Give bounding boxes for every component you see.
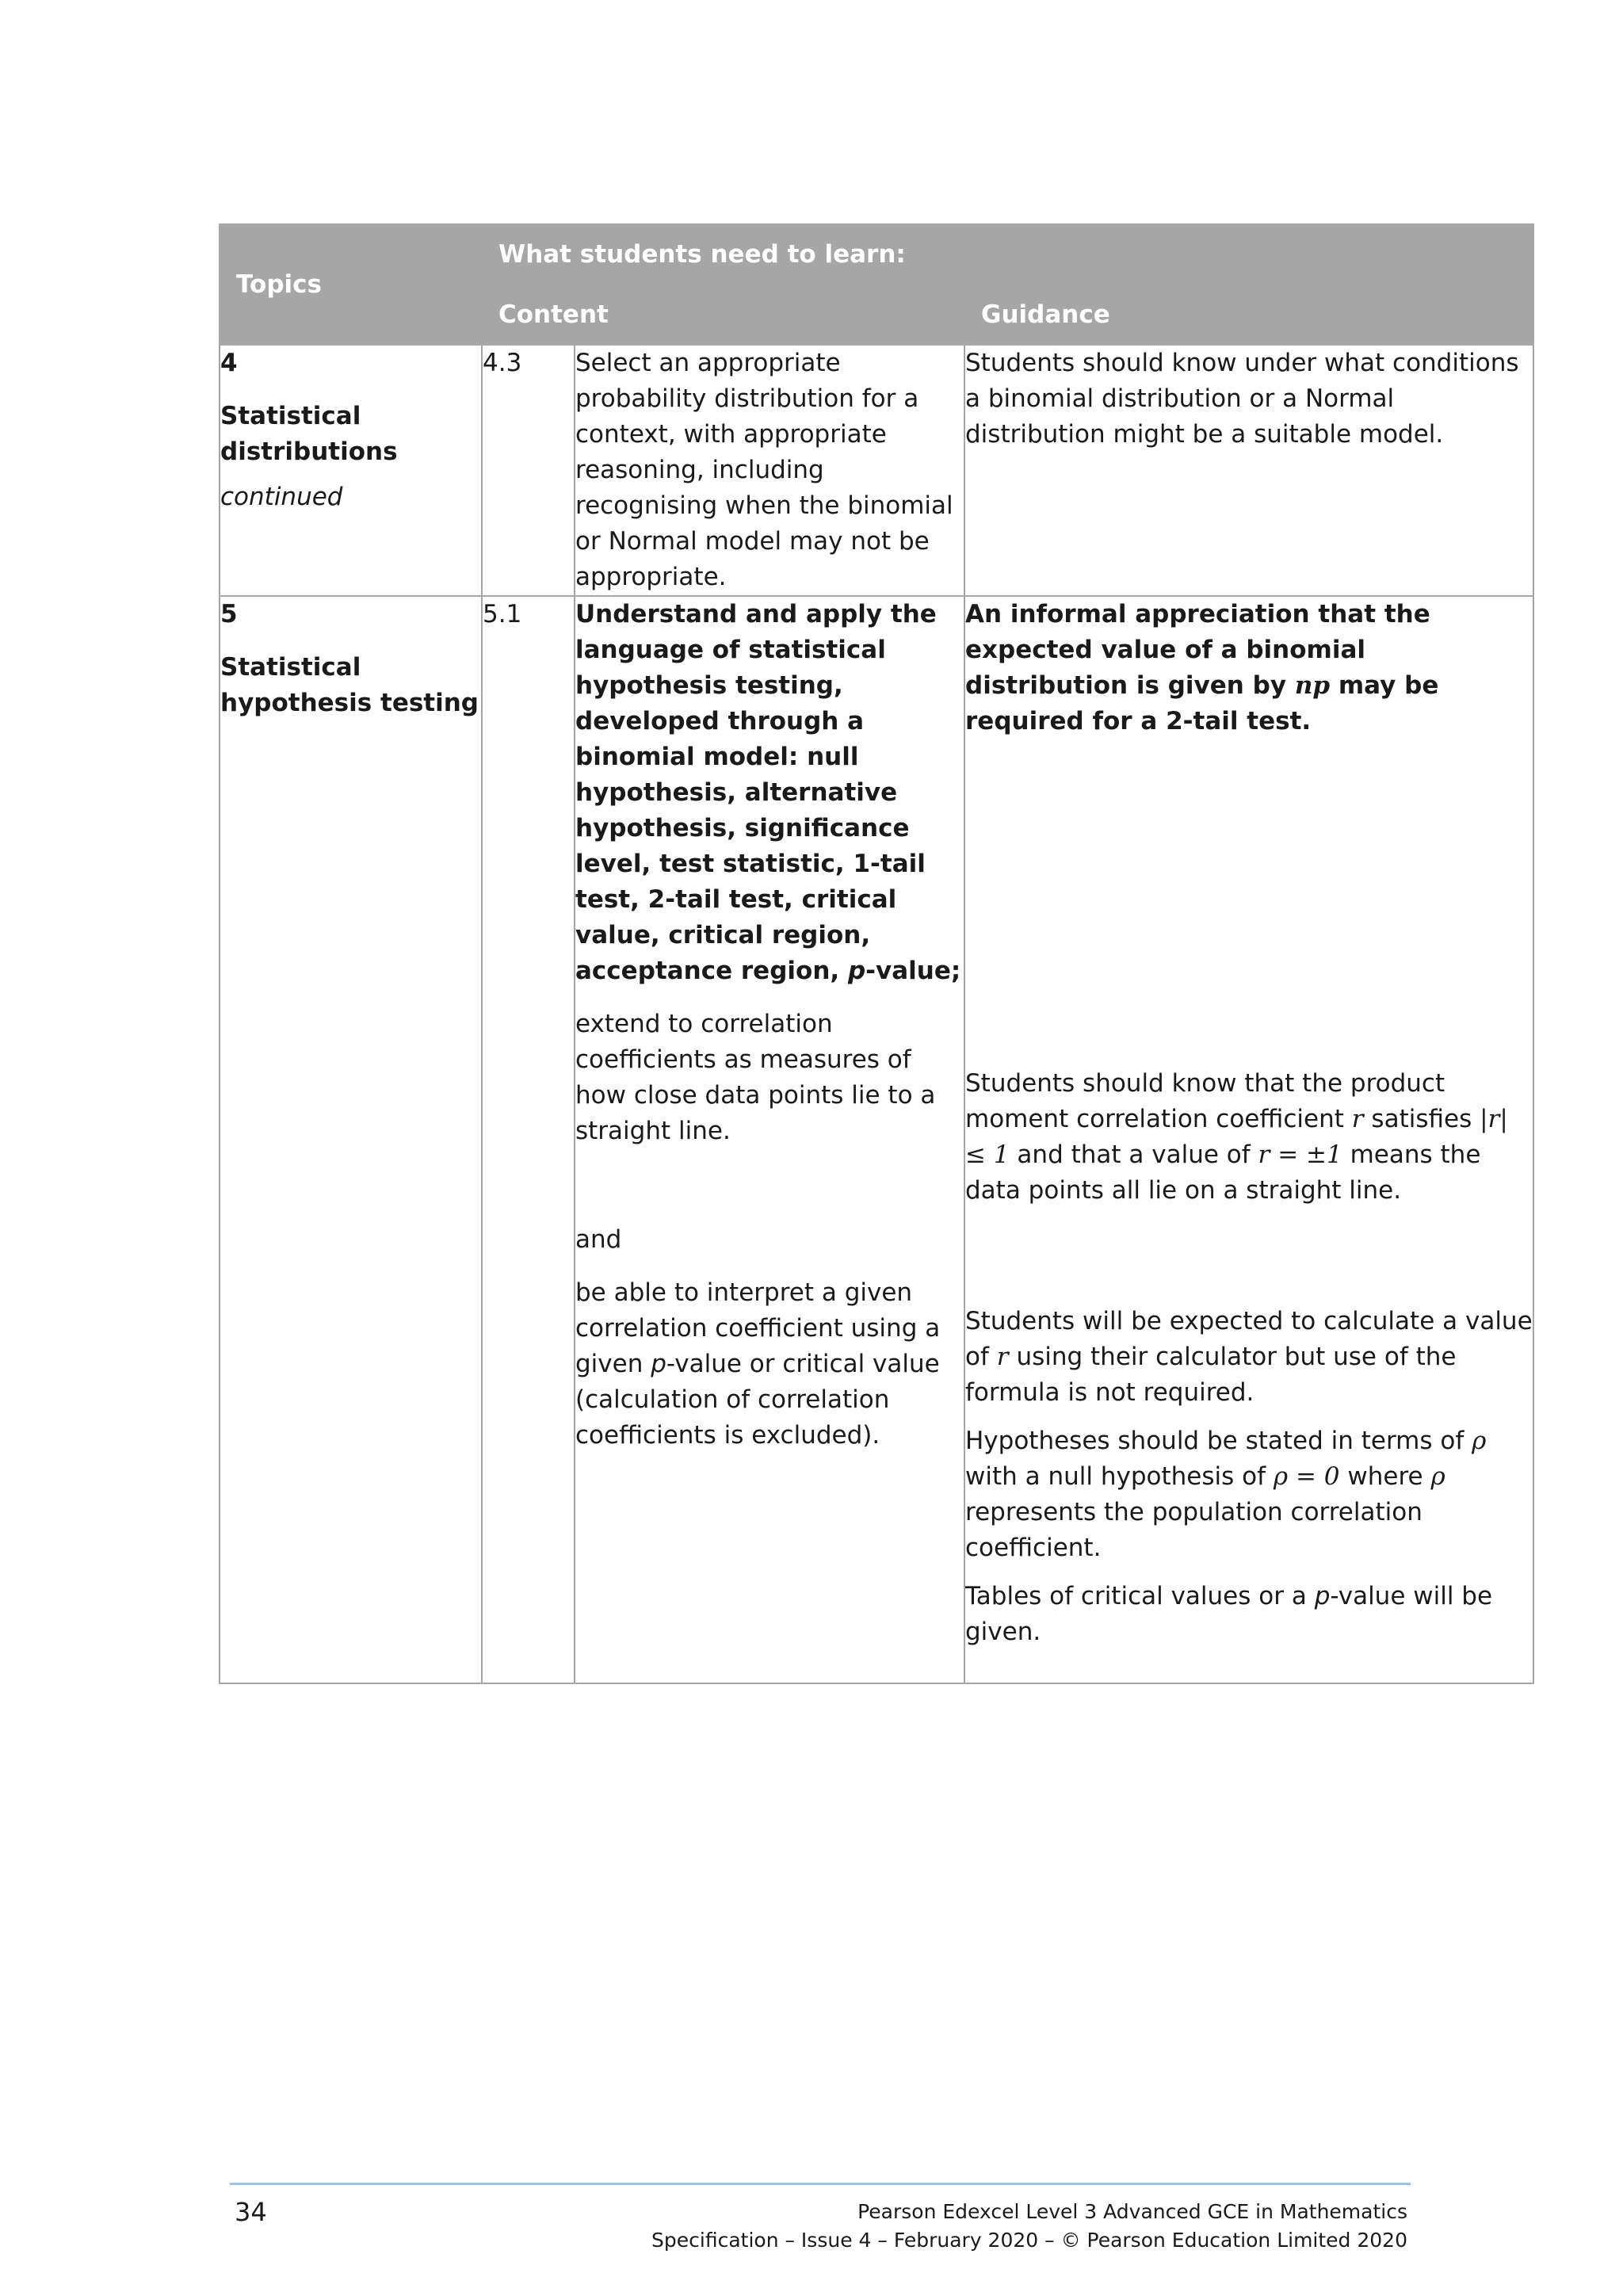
page-number: 34 (235, 2197, 267, 2227)
topic-cell-4 (220, 345, 482, 596)
header-topics: Topics (220, 224, 482, 345)
guidance-tables: Tables of critical values or a p-value will be given. (965, 1582, 1493, 1646)
guidance-cell (964, 345, 1533, 596)
specification-table (219, 223, 1534, 1684)
guidance-calc: Students will be expected to calculate a value of r using their calculator but use of the formula is not required. (965, 1307, 1533, 1407)
guidance-hypotheses: Hypotheses should be stated in terms of ρ with a null hypothesis of ρ = 0 where ρ represents the population correlation coefficient. (965, 1427, 1487, 1562)
content-code: 5.1 (483, 600, 522, 628)
content-cell (575, 345, 964, 596)
footer-title: Pearson Edexcel Level 3 Advanced GCE in Mathematics (857, 2200, 1407, 2223)
content-code-cell (482, 345, 575, 596)
table-row-topic-5 (220, 596, 1533, 1683)
content-code-cell (482, 596, 575, 1683)
header-content: Content (482, 285, 964, 345)
content-and: and (575, 1225, 622, 1254)
content-cell (575, 596, 964, 1683)
header-what-students-need-to-learn: What students need to learn: (482, 224, 1533, 285)
guidance-cell (964, 596, 1533, 1683)
guidance-text: Students should know under what conditions a binomial distribution or a Normal distribution might be a suitable model. (965, 349, 1519, 449)
topic-number: 4 (220, 349, 238, 377)
topic-note: continued (220, 483, 343, 511)
table-row-topic-4 (220, 345, 1533, 596)
topic-title: Statistical hypothesis testing (220, 653, 479, 717)
content-bold-text: Understand and apply the language of statistical hypothesis testing, developed through a binomial model: null hypothesis, alternative hypothesis, significance level, test statistic, 1-tail test, 2-tail test, critical value, critical region, acceptance region, (575, 600, 937, 985)
guidance-bold-block: An informal appreciation that the expected value of a binomial distribution is given by np may be required for a 2-tail test. (965, 600, 1439, 735)
topic-title: Statistical distributions (220, 402, 398, 466)
guidance-pmcc: Students should know that the product moment correlation coefficient r satisfies |r| ≤ 1 and that a value of r = ±1 means the data points all lie on a straight line. (965, 1069, 1508, 1205)
content-interpret: be able to interpret a given correlation coefficient using a given p-value or critical value (calculation of correlation coefficients is excluded). (575, 1278, 941, 1450)
content-code: 4.3 (483, 349, 522, 377)
content-extend: extend to correlation coefficients as measures of how close data points lie to a straight line. (575, 1010, 936, 1145)
content-bold-p: p (847, 957, 866, 985)
topic-number: 5 (220, 600, 238, 628)
footer-divider (230, 2183, 1411, 2185)
footer-specification: Specification – Issue 4 – February 2020 – © Pearson Education Limited 2020 (651, 2229, 1407, 2252)
topic-cell-5 (220, 596, 482, 1683)
content-bold-block (575, 597, 964, 989)
content-bold-rest: -value; (865, 957, 961, 985)
header-guidance: Guidance (964, 285, 1533, 345)
content-text: Select an appropriate probability distribution for a context, with appropriate reasoning, including recognising when the binomial or Normal model may not be appropriate. (575, 349, 953, 591)
